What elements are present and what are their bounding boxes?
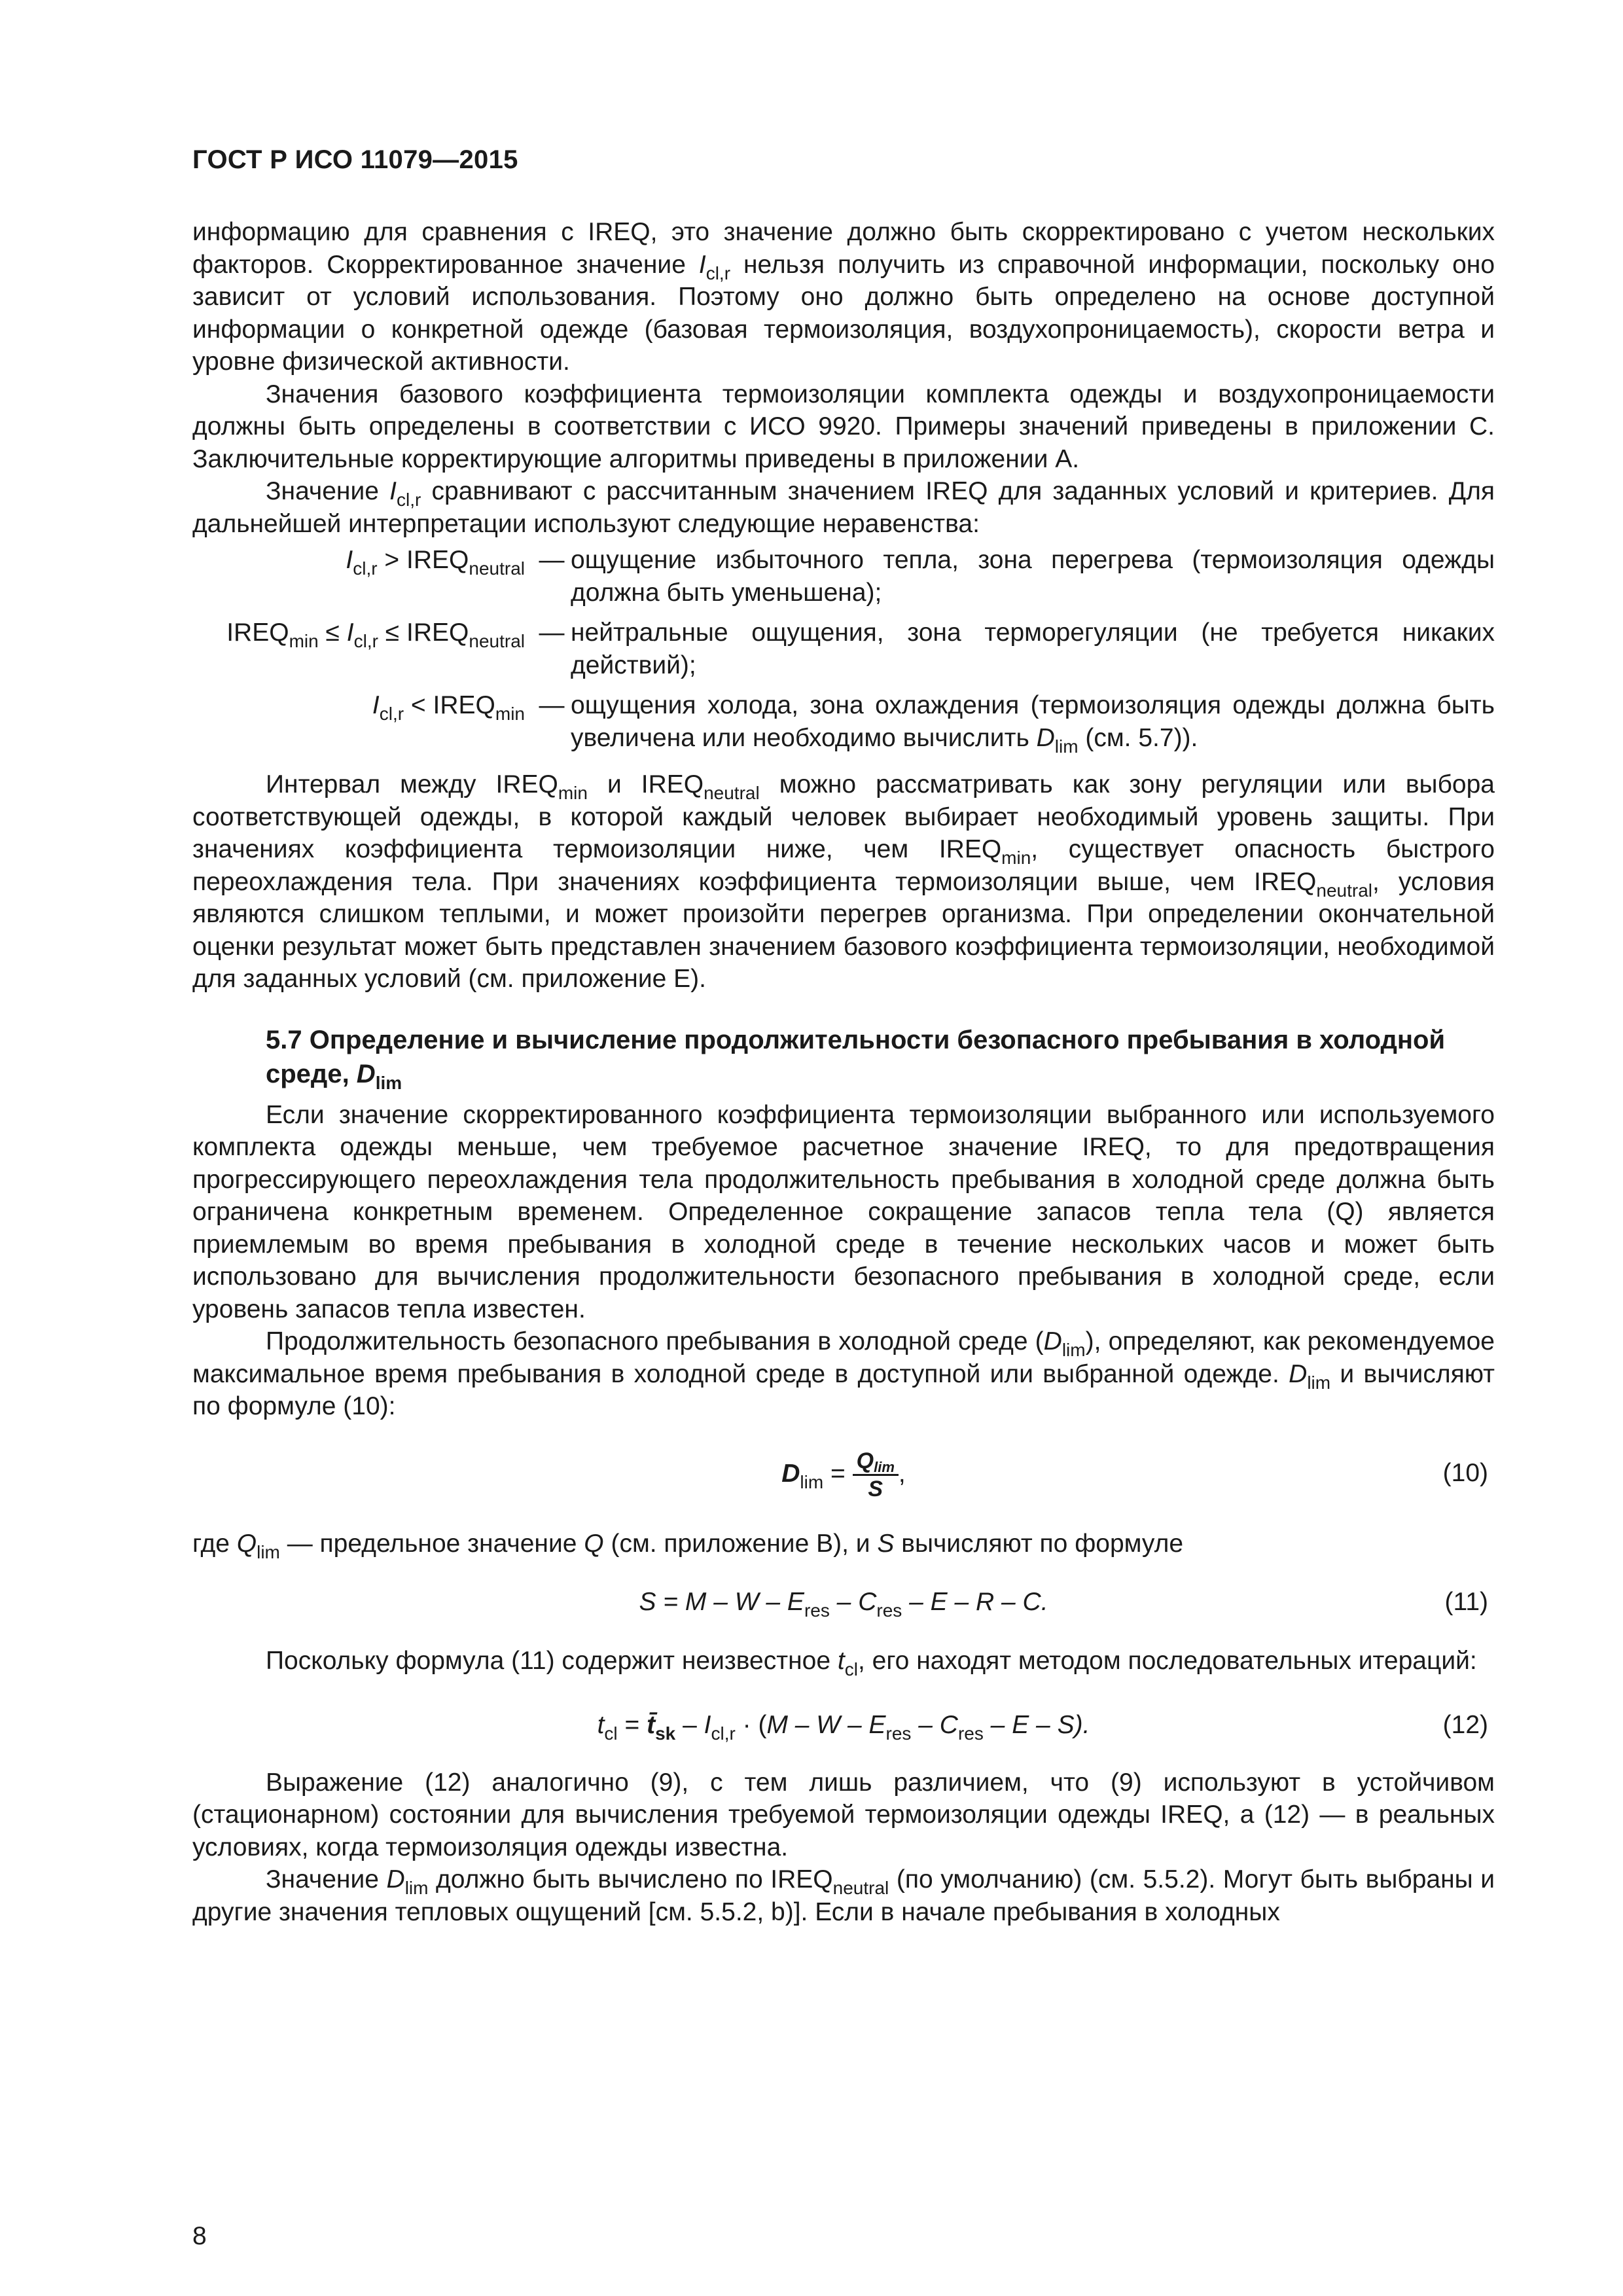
page-content [192, 216, 1495, 1928]
formula-11-expression: $S = M - W - E_{res} - C_{res} - E - R - C$. [639, 1588, 1048, 1621]
formula-11 [192, 1578, 1495, 1630]
inequality-2-dash: — [539, 619, 565, 647]
formula-10 [192, 1441, 1495, 1513]
paragraph-2: Значения базового коэффициента термоизоляции комплекта одежды и воздухопроницаемости должны быть определены в соответствии с ИСО 9920. Примеры значений приведены в приложении C. Заключительные корректирующие алгоритмы приведены в приложении A. [192, 380, 1495, 473]
inequality-3-desc: ощущения холода, зона охлаждения (термоизоляция одежды должна быть увеличена или необходимо вычислить $D_{lim}$ (см. 5.7)). [571, 691, 1495, 757]
text: информацию для сравнения с IREQ, это значение должно быть скорректировано с учетом нескольких факторов. Скорректированное значение [192, 218, 1495, 279]
paragraph-5: Если значение скорректированного коэффициента термоизоляции выбранного или используемого комплекта одежды меньше, чем требуемое расчетное значение IREQ, то для предотвращения прогрессирующего переохлаждения тела продолжительность пребывания в холодной среде должна быть ограничена конкретным временем. Определенное сокращение запасов тепла тела (Q) является приемлемым во время пребывания в холодной среде в течение нескольких часов и может быть использовано для вычисления продолжительности безопасного пребывания в холодной среде, если уровень запасов тепла известен. [192, 1100, 1495, 1323]
paragraph-9: Выражение (12) аналогично (9), с тем лишь различием, что (9) используют в устойчивом (стационарном) состоянии для вычисления требуемой термоизоляции одежды IREQ, а (12) — в реальных условиях, когда термоизоляция одежды известна. [192, 1768, 1495, 1861]
text: Значение [266, 477, 390, 505]
inequality-1-left: $I_{cl,r}$ > $IREQ_{neutral}$ [346, 546, 525, 579]
paragraph-7: где $Q_{lim}$ — предельное значение Q (см. приложение B), и S вычисляют по формуле [192, 1529, 1184, 1562]
paragraph-6: Продолжительность безопасного пребывания в холодной среде $(D_{lim})$, определяют, как рекомендуемое максимальное время пребывания в холодной среде в доступной или выбранной одежде. $D_{lim}$ и вычисляют по формуле (10): [192, 1327, 1495, 1420]
subscript: cl,r [396, 490, 421, 510]
formula-10-number: (10) [1442, 1458, 1488, 1487]
formula-12-expression: $t_{cl}$ = $t̄_{sk} - I_{cl,r} \cdot (M - W - E_{res} - C_{res} - E - S)$. [597, 1710, 1090, 1744]
inequality-1-desc: ощущение избыточного тепла, зона перегрева (термоизоляция одежды должна быть уменьшена); [571, 546, 1495, 607]
inequality-2-left: $IREQ_{min} \le I_{cl,r}$ ≤ $IREQ_{neutral}$ [226, 619, 525, 651]
page-number: 8 [192, 2222, 207, 2250]
inequality-3-left: $I_{cl,r}$ < $IREQ_{min}$ [372, 691, 525, 724]
symbol: I [698, 250, 706, 279]
inequality-3-dash: — [539, 691, 565, 719]
paragraph-8: Поскольку формула (11) содержит неизвестное $t_{cl}$, его находят методом последовательных итераций: [266, 1647, 1477, 1679]
paragraph-1 [192, 216, 1495, 378]
inequality-1-dash: — [539, 546, 565, 574]
formula-11-number: (11) [1444, 1588, 1488, 1616]
formula-12 [192, 1696, 1495, 1752]
document-header: ГОСТ Р ИСО 11079—2015 [192, 145, 518, 174]
symbol: I [389, 477, 397, 505]
text: сравнивают с рассчитанным значением IREQ для заданных условий и критериев. Для дальнейшей интерпретации используют следующие неравенства: [192, 477, 1495, 538]
fraction: $\frac{Q_{lim}}{S}$ [853, 1448, 899, 1502]
formula-10-expression: $D_{lim}$ = $\frac{Q_{lim}}{S}$ , [781, 1448, 906, 1501]
inequalities-list [192, 544, 1495, 762]
section-heading-5-7: 5.7 Определение и вычисление продолжительности безопасного пребывания в холодной среде, $D_{lim}$ [266, 1025, 1446, 1093]
text: нельзя получить из справочной информации, поскольку оно зависит от условий использования. Поэтому оно должно быть определено на основе доступной информации о конкретной одежде (базовая термоизоляция, воздухопроницаемость), скорости ветра и уровне физической активности. [192, 250, 1495, 376]
inequality-2-desc: нейтральные ощущения, зона терморегуляции (не требуется никаких действий); [571, 619, 1495, 679]
paragraph-4: Интервал между $IREQ_{min}$ и $IREQ_{neutral}$ можно рассматривать как зону регуляции или выбора соответствующей одежды, в которой каждый человек выбирает необходимый уровень защиты. При значениях коэффициента термоизоляции ниже, чем $IREQ_{min}$, существует опасность быстрого переохлаждения тела. При значениях коэффициента термоизоляции выше, чем $IREQ_{neutral}$, условия являются слишком теплыми, и может произойти перегрев организма. При определении окончательной оценки результат может быть представлен значением базового коэффициента термоизоляции, необходимой для заданных условий (см. приложение E). [192, 770, 1495, 993]
paragraph-10: Значение $D_{lim}$ должно быть вычислено по $IREQ_{neutral}$ (по умолчанию) (см. 5.5.2). Могут быть выбраны и другие значения тепловых ощущений [см. 5.5.2, b)]. Если в начале пребывания в холодных [192, 1865, 1495, 1926]
paragraph-3 [192, 475, 1495, 540]
subscript: cl,r [705, 262, 731, 283]
formula-12-number: (12) [1442, 1710, 1488, 1739]
